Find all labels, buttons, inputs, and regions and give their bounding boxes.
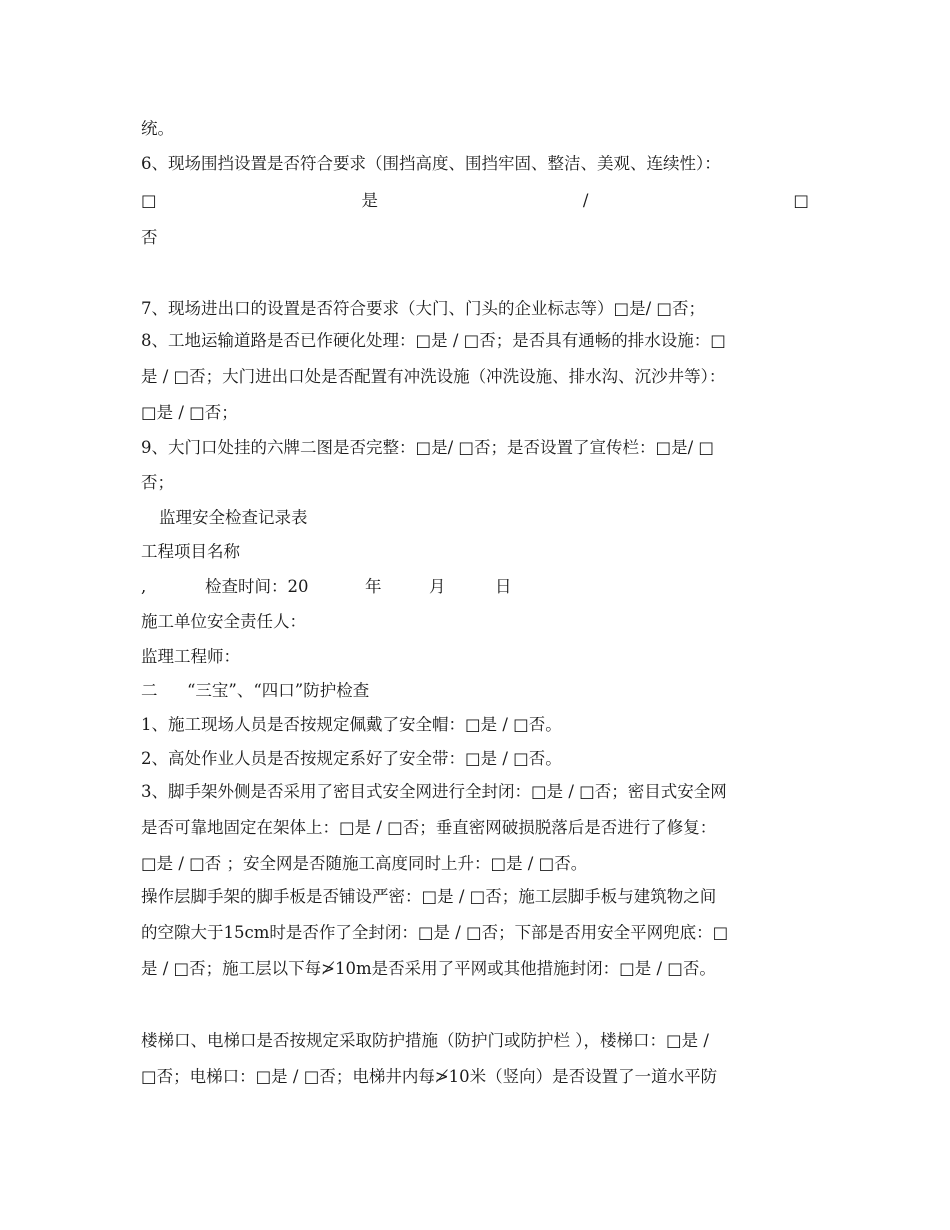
supervising-engineer-label: 监理工程师：	[141, 647, 240, 666]
day-label: 日	[495, 577, 512, 596]
text-line: □是 / □否 ；安全网是否随施工高度同时上升：□是 / □否。	[141, 854, 588, 873]
stair-elevator-check: 楼梯口、电梯口是否按规定采取防护措施（防护门或防护栏 ），楼梯口：□是 /	[141, 1031, 709, 1050]
check-item-1: 1、施工现场人员是否按规定佩戴了安全帽：□是 / □否。	[141, 715, 562, 734]
item-6-options	[141, 190, 809, 212]
option-no-label: 否	[141, 228, 158, 247]
checkbox-no: □	[793, 191, 809, 210]
text-line: □是 / □否；	[141, 403, 238, 422]
project-name-label: 工程项目名称	[141, 542, 240, 561]
checkbox-yes: □	[141, 191, 157, 210]
form-title: 监理安全检查记录表	[159, 508, 308, 527]
text-line: 是否可靠地固定在架体上：□是 / □否；垂直密网破损脱落后是否进行了修复：	[141, 818, 717, 837]
check-item-2: 2、高处作业人员是否按规定系好了安全带：□是 / □否。	[141, 749, 562, 768]
option-yes-label: 是	[361, 191, 378, 210]
text-line: 的空隙大于15cm时是否作了全封闭：□是 / □否；下部是否用安全平网兜底：□	[141, 923, 729, 942]
text-line: 是 / □否；大门进出口处是否配置有冲洗设施（冲洗设施、排水沟、沉沙井等）：	[141, 367, 726, 386]
scaffold-check: 操作层脚手架的脚手板是否铺设严密：□是 / □否；施工层脚手板与建筑物之间	[141, 887, 717, 906]
section-number: 二	[141, 681, 158, 700]
contractor-safety-officer-label: 施工单位安全责任人：	[141, 612, 306, 631]
item-8-question: 8、工地运输道路是否已作硬化处理：□是 / □否；是否具有通畅的排水设施：□	[141, 331, 726, 350]
year-label: 年	[365, 577, 382, 596]
comma: ,	[141, 577, 147, 596]
text-line: 是 / □否；施工层以下每≯10m是否采用了平网或其他措施封闭：□是 / □否。	[141, 959, 716, 978]
item-6-question: 6、现场围挡设置是否符合要求（围挡高度、围挡牢固、整洁、美观、连续性）：	[141, 154, 721, 173]
check-item-3: 3、脚手架外侧是否采用了密目式安全网进行全封闭：□是 / □否；密目式安全网	[141, 782, 727, 801]
month-label: 月	[429, 577, 446, 596]
text-line: 否；	[141, 473, 174, 492]
inspection-date-label: 检查时间：20	[205, 577, 309, 596]
option-separator: /	[582, 191, 589, 210]
text-line: 统。	[141, 119, 174, 138]
section-title: “三宝”、“四口”防护检查	[187, 681, 370, 700]
item-9-question: 9、大门口处挂的六牌二图是否完整：□是/ □否；是否设置了宣传栏：□是/ □	[141, 438, 714, 457]
item-7-question: 7、现场进出口的设置是否符合要求（大门、门头的企业标志等）□是/ □否；	[141, 299, 705, 318]
text-line: □否；电梯口：□是 / □否；电梯井内每≯10米（竖向）是否设置了一道水平防	[141, 1067, 718, 1086]
